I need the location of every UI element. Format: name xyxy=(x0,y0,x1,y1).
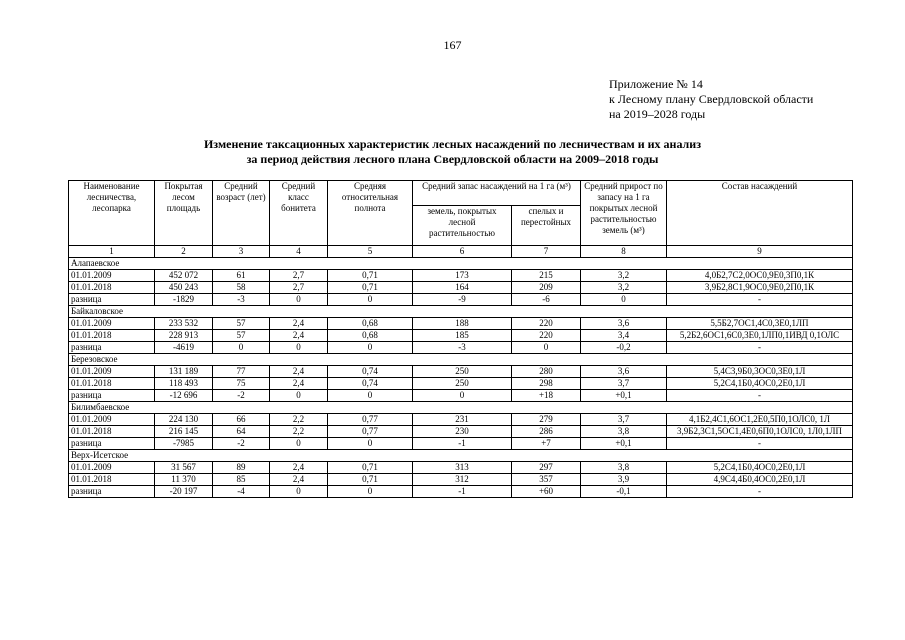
area-value: -12 696 xyxy=(155,390,213,402)
bonitet-value: 0 xyxy=(270,294,328,306)
bonitet-value: 2,7 xyxy=(270,270,328,282)
stock-forest-value: -1 xyxy=(413,438,512,450)
row-label: 01.01.2009 xyxy=(69,366,155,378)
column-number: 7 xyxy=(512,246,581,258)
stock-forest-value: 313 xyxy=(413,462,512,474)
density-value: 0 xyxy=(328,438,413,450)
density-value: 0 xyxy=(328,294,413,306)
growth-value: 3,8 xyxy=(581,426,667,438)
appendix-note xyxy=(609,77,813,122)
age-value: 57 xyxy=(213,318,270,330)
table-row xyxy=(69,438,853,450)
section-name: Березовское xyxy=(69,354,853,366)
table-row xyxy=(69,390,853,402)
bonitet-value: 2,2 xyxy=(270,426,328,438)
density-value: 0,71 xyxy=(328,282,413,294)
bonitet-value: 0 xyxy=(270,342,328,354)
age-value: -2 xyxy=(213,438,270,450)
table-row xyxy=(69,330,853,342)
stock-mature-value: 357 xyxy=(512,474,581,486)
density-value: 0,68 xyxy=(328,330,413,342)
density-value: 0 xyxy=(328,390,413,402)
stock-mature-value: 215 xyxy=(512,270,581,282)
stock-forest-value: 250 xyxy=(413,366,512,378)
area-value: -1829 xyxy=(155,294,213,306)
age-value: 75 xyxy=(213,378,270,390)
row-label: 01.01.2009 xyxy=(69,270,155,282)
column-number: 2 xyxy=(155,246,213,258)
stock-forest-value: 0 xyxy=(413,390,512,402)
composition-value: - xyxy=(667,342,853,354)
stock-forest-value: 164 xyxy=(413,282,512,294)
appendix-line-3: на 2019–2028 годы xyxy=(609,107,706,121)
table-row xyxy=(69,414,853,426)
composition-value: - xyxy=(667,486,853,498)
stock-mature-value: +18 xyxy=(512,390,581,402)
row-label: 01.01.2018 xyxy=(69,282,155,294)
age-value: 66 xyxy=(213,414,270,426)
section-name: Байкаловское xyxy=(69,306,853,318)
area-value: 118 493 xyxy=(155,378,213,390)
row-label: 01.01.2018 xyxy=(69,378,155,390)
row-label: разница xyxy=(69,294,155,306)
row-label: разница xyxy=(69,342,155,354)
table-row xyxy=(69,486,853,498)
area-value: -4619 xyxy=(155,342,213,354)
column-number: 4 xyxy=(270,246,328,258)
age-value: 58 xyxy=(213,282,270,294)
header-stock-mature: спелых и перестойных xyxy=(512,206,581,246)
density-value: 0,74 xyxy=(328,378,413,390)
table-row xyxy=(69,294,853,306)
density-value: 0 xyxy=(328,342,413,354)
row-label: разница xyxy=(69,390,155,402)
area-value: 216 145 xyxy=(155,426,213,438)
growth-value: 3,2 xyxy=(581,270,667,282)
age-value: 61 xyxy=(213,270,270,282)
table-row xyxy=(69,270,853,282)
document-title xyxy=(0,137,905,167)
stock-mature-value: 220 xyxy=(512,318,581,330)
column-number: 9 xyxy=(667,246,853,258)
row-label: 01.01.2009 xyxy=(69,318,155,330)
stock-mature-value: 297 xyxy=(512,462,581,474)
section-row xyxy=(69,450,853,462)
composition-value: 5,2С4,1Б0,4ОС0,2Е0,1Л xyxy=(667,462,853,474)
bonitet-value: 2,4 xyxy=(270,462,328,474)
appendix-line-1: Приложение № 14 xyxy=(609,77,703,91)
age-value: -3 xyxy=(213,294,270,306)
area-value: 224 130 xyxy=(155,414,213,426)
density-value: 0,71 xyxy=(328,462,413,474)
bonitet-value: 2,4 xyxy=(270,330,328,342)
bonitet-value: 2,4 xyxy=(270,318,328,330)
growth-value: +0,1 xyxy=(581,438,667,450)
header-stock: Средний запас насаждений на 1 га (м³) xyxy=(413,181,581,206)
age-value: 57 xyxy=(213,330,270,342)
area-value: 233 532 xyxy=(155,318,213,330)
area-value: 450 243 xyxy=(155,282,213,294)
age-value: -4 xyxy=(213,486,270,498)
age-value: 89 xyxy=(213,462,270,474)
composition-value: - xyxy=(667,438,853,450)
header-age: Средний возраст (лет) xyxy=(213,181,270,246)
composition-value: 3,9Б2,8С1,9ОС0,9Е0,2П0,1К xyxy=(667,282,853,294)
growth-value: 3,2 xyxy=(581,282,667,294)
section-row xyxy=(69,354,853,366)
growth-value: -0,1 xyxy=(581,486,667,498)
stock-mature-value: 279 xyxy=(512,414,581,426)
age-value: 85 xyxy=(213,474,270,486)
header-growth: Средний прирост по запасу на 1 га покрытых лесной растительностью земель (м³) xyxy=(581,181,667,246)
table-row xyxy=(69,378,853,390)
table-row xyxy=(69,474,853,486)
stock-mature-value: 286 xyxy=(512,426,581,438)
stock-forest-value: 188 xyxy=(413,318,512,330)
stock-mature-value: -6 xyxy=(512,294,581,306)
bonitet-value: 0 xyxy=(270,486,328,498)
growth-value: +0,1 xyxy=(581,390,667,402)
table-row xyxy=(69,426,853,438)
page-number: 167 xyxy=(443,38,462,52)
growth-value: 3,7 xyxy=(581,378,667,390)
table-row xyxy=(69,342,853,354)
growth-value: 3,6 xyxy=(581,318,667,330)
column-number: 8 xyxy=(581,246,667,258)
forestry-table xyxy=(68,180,853,498)
growth-value: 3,8 xyxy=(581,462,667,474)
composition-value: 4,0Б2,7С2,0ОС0,9Е0,3П0,1К xyxy=(667,270,853,282)
stock-forest-value: 231 xyxy=(413,414,512,426)
growth-value: 3,7 xyxy=(581,414,667,426)
header-name: Наименование лесничества, лесопарка xyxy=(69,181,155,246)
column-number: 5 xyxy=(328,246,413,258)
row-label: 01.01.2009 xyxy=(69,462,155,474)
section-name: Билимбаевское xyxy=(69,402,853,414)
section-row xyxy=(69,258,853,270)
density-value: 0,68 xyxy=(328,318,413,330)
stock-forest-value: -9 xyxy=(413,294,512,306)
row-label: разница xyxy=(69,486,155,498)
density-value: 0,71 xyxy=(328,270,413,282)
stock-mature-value: 0 xyxy=(512,342,581,354)
title-line-1: Изменение таксационных характеристик лесных насаждений по лесничествам и их анализ xyxy=(203,137,702,151)
area-value: 228 913 xyxy=(155,330,213,342)
stock-forest-value: 173 xyxy=(413,270,512,282)
section-row xyxy=(69,306,853,318)
column-number: 3 xyxy=(213,246,270,258)
bonitet-value: 2,7 xyxy=(270,282,328,294)
column-number: 1 xyxy=(69,246,155,258)
bonitet-value: 2,4 xyxy=(270,378,328,390)
stock-mature-value: 209 xyxy=(512,282,581,294)
stock-forest-value: -3 xyxy=(413,342,512,354)
title-line-2: за период действия лесного плана Свердловской области на 2009–2018 годы xyxy=(246,152,659,166)
stock-forest-value: 185 xyxy=(413,330,512,342)
density-value: 0,77 xyxy=(328,414,413,426)
stock-mature-value: 220 xyxy=(512,330,581,342)
bonitet-value: 2,4 xyxy=(270,474,328,486)
area-value: -7985 xyxy=(155,438,213,450)
age-value: 0 xyxy=(213,342,270,354)
growth-value: 3,6 xyxy=(581,366,667,378)
header-bonitet: Средний класс бонитета xyxy=(270,181,328,246)
composition-value: - xyxy=(667,390,853,402)
section-name: Алапаевское xyxy=(69,258,853,270)
stock-forest-value: -1 xyxy=(413,486,512,498)
header-composition: Состав насаждений xyxy=(667,181,853,246)
header-stock-forest: земель, покрытых лесной растительностью xyxy=(413,206,512,246)
area-value: 31 567 xyxy=(155,462,213,474)
column-number: 6 xyxy=(413,246,512,258)
table-row xyxy=(69,366,853,378)
growth-value: 3,4 xyxy=(581,330,667,342)
table-row xyxy=(69,282,853,294)
stock-forest-value: 312 xyxy=(413,474,512,486)
stock-mature-value: 280 xyxy=(512,366,581,378)
stock-forest-value: 230 xyxy=(413,426,512,438)
row-label: 01.01.2018 xyxy=(69,426,155,438)
area-value: 11 370 xyxy=(155,474,213,486)
composition-value: 5,5Б2,7ОС1,4С0,3Е0,1ЛП xyxy=(667,318,853,330)
age-value: 64 xyxy=(213,426,270,438)
density-value: 0,71 xyxy=(328,474,413,486)
composition-value: 4,9С4,4Б0,4ОС0,2Е0,1Л xyxy=(667,474,853,486)
table-row xyxy=(69,318,853,330)
area-value: -20 197 xyxy=(155,486,213,498)
density-value: 0 xyxy=(328,486,413,498)
composition-value: - xyxy=(667,294,853,306)
age-value: 77 xyxy=(213,366,270,378)
bonitet-value: 0 xyxy=(270,390,328,402)
growth-value: 0 xyxy=(581,294,667,306)
composition-value: 5,2Б2,6ОС1,6С0,3Е0,1ЛП0,1ИВД 0,1ОЛС xyxy=(667,330,853,342)
bonitet-value: 2,4 xyxy=(270,366,328,378)
composition-value: 4,1Б2,4С1,6ОС1,2Е0,5П0,1ОЛС0, 1Л xyxy=(667,414,853,426)
row-label: 01.01.2009 xyxy=(69,414,155,426)
stock-mature-value: +7 xyxy=(512,438,581,450)
growth-value: -0,2 xyxy=(581,342,667,354)
growth-value: 3,9 xyxy=(581,474,667,486)
table-row xyxy=(69,462,853,474)
table-body xyxy=(69,258,853,498)
header-density: Средняя относительная полнота xyxy=(328,181,413,246)
stock-mature-value: +60 xyxy=(512,486,581,498)
column-number-row xyxy=(69,246,853,258)
stock-mature-value: 298 xyxy=(512,378,581,390)
composition-value: 3,9Б2,3С1,5ОС1,4Е0,6П0,1ОЛС0, 1Л0,1ЛП xyxy=(667,426,853,438)
composition-value: 5,4С3,9Б0,3ОС0,3Е0,1Л xyxy=(667,366,853,378)
row-label: 01.01.2018 xyxy=(69,474,155,486)
row-label: разница xyxy=(69,438,155,450)
appendix-line-2: к Лесному плану Свердловской области xyxy=(609,92,814,106)
bonitet-value: 2,2 xyxy=(270,414,328,426)
density-value: 0,74 xyxy=(328,366,413,378)
density-value: 0,77 xyxy=(328,426,413,438)
section-name: Верх-Исетское xyxy=(69,450,853,462)
composition-value: 5,2С4,1Б0,4ОС0,2Е0,1Л xyxy=(667,378,853,390)
section-row xyxy=(69,402,853,414)
stock-forest-value: 250 xyxy=(413,378,512,390)
area-value: 131 189 xyxy=(155,366,213,378)
row-label: 01.01.2018 xyxy=(69,330,155,342)
area-value: 452 072 xyxy=(155,270,213,282)
bonitet-value: 0 xyxy=(270,438,328,450)
header-area: Покрытая лесом площадь xyxy=(155,181,213,246)
age-value: -2 xyxy=(213,390,270,402)
